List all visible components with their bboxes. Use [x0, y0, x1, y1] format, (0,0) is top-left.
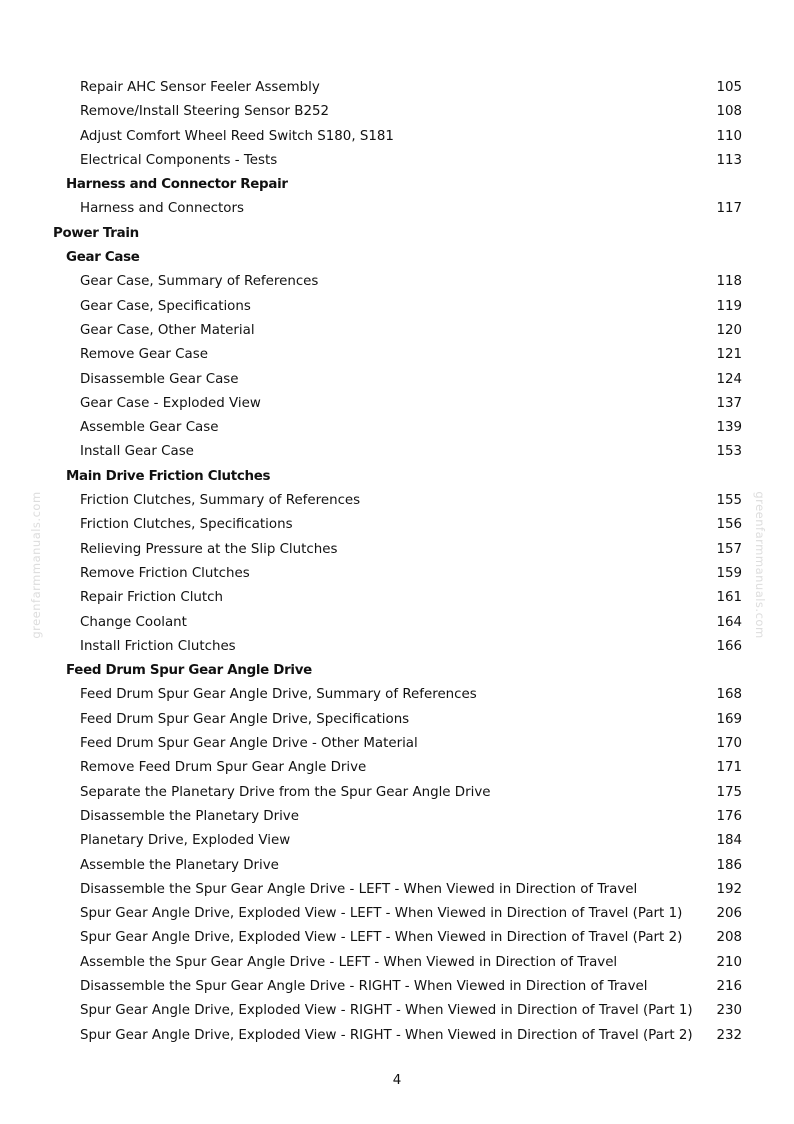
toc-entry-page: 192	[716, 881, 742, 897]
toc-entry-title: Disassemble the Spur Gear Angle Drive - RIGHT - When Viewed in Direction of Travel	[80, 978, 648, 994]
toc-entry-title: Spur Gear Angle Drive, Exploded View - RIGHT - When Viewed in Direction of Travel (Part 1)	[80, 1003, 693, 1019]
toc-entry-page: 169	[716, 711, 742, 727]
toc-entry-title: Feed Drum Spur Gear Angle Drive - Other Material	[80, 736, 418, 752]
toc-entry-title: Repair AHC Sensor Feeler Assembly	[80, 80, 320, 95]
toc-entry-page: 232	[716, 1027, 742, 1043]
toc-section-heading[interactable]	[0, 659, 794, 683]
toc-entry-page: 175	[716, 784, 742, 800]
toc-entry-title: Gear Case	[66, 250, 140, 266]
toc-entry[interactable]	[0, 76, 794, 100]
toc-entry-title: Assemble the Spur Gear Angle Drive - LEFT - When Viewed in Direction of Travel	[80, 954, 618, 970]
toc-entry-page: 186	[716, 857, 742, 873]
toc-entry-title: Install Friction Clutches	[80, 638, 236, 654]
toc-entry-page: 155	[716, 493, 742, 509]
toc-entry-title: Remove Feed Drum Spur Gear Angle Drive	[80, 760, 367, 776]
toc-entry-title: Change Coolant	[80, 614, 187, 630]
toc-entry-page: 108	[716, 104, 742, 120]
toc-entry-title: Gear Case, Specifications	[80, 298, 251, 314]
toc-entry[interactable]	[0, 295, 794, 319]
toc-entry-page: 159	[716, 565, 742, 581]
toc-entry-title: Spur Gear Angle Drive, Exploded View - RIGHT - When Viewed in Direction of Travel (Part 2)	[80, 1027, 693, 1043]
toc-entry[interactable]	[0, 270, 794, 294]
toc-entry-page: 105	[716, 80, 742, 95]
toc-entry[interactable]	[0, 683, 794, 707]
toc-entry-page: 137	[716, 395, 742, 411]
toc-entry-page: 121	[716, 347, 742, 363]
toc-entry[interactable]	[0, 343, 794, 367]
toc-entry-title: Feed Drum Spur Gear Angle Drive, Specifications	[80, 711, 410, 727]
toc-entry-title: Gear Case, Other Material	[80, 322, 255, 338]
page-number: 4	[392, 1073, 402, 1088]
toc-entry-page: 216	[716, 978, 742, 994]
toc-entry-title: Disassemble Gear Case	[80, 371, 239, 387]
toc-entry-title: Harness and Connectors	[80, 201, 244, 217]
toc-entry-page: 120	[716, 322, 742, 338]
toc-entry-title: Main Drive Friction Clutches	[66, 468, 271, 484]
toc-entry-title: Relieving Pressure at the Slip Clutches	[80, 541, 338, 557]
toc-entry-title: Feed Drum Spur Gear Angle Drive, Summary of References	[80, 687, 477, 703]
toc-entry-page: 110	[716, 128, 742, 144]
toc-entry-page: 206	[716, 906, 742, 922]
toc-entry[interactable]	[0, 100, 794, 124]
toc-entry-title: Repair Friction Clutch	[80, 590, 224, 606]
toc-entry[interactable]	[0, 319, 794, 343]
toc-entry[interactable]	[0, 878, 794, 902]
toc-entry[interactable]	[0, 732, 794, 756]
toc-entry-page: 166	[716, 638, 742, 654]
toc-entry[interactable]	[0, 368, 794, 392]
toc-entry[interactable]	[0, 513, 794, 537]
toc-entry-title: Spur Gear Angle Drive, Exploded View - LEFT - When Viewed in Direction of Travel (Part 2)	[80, 930, 683, 946]
toc-section-heading[interactable]	[0, 465, 794, 489]
toc-entry[interactable]	[0, 975, 794, 999]
toc-entry-title: Friction Clutches, Summary of References	[80, 493, 361, 509]
toc-entry-title: Power Train	[53, 225, 139, 241]
toc-entry[interactable]	[0, 538, 794, 562]
toc-entry[interactable]	[0, 999, 794, 1023]
toc-entry-page: 119	[716, 298, 742, 314]
toc-entry[interactable]	[0, 902, 794, 926]
toc-entry-page: 164	[716, 614, 742, 630]
toc-entry[interactable]	[0, 392, 794, 416]
toc-entry[interactable]	[0, 805, 794, 829]
toc-entry-title: Electrical Components - Tests	[80, 152, 278, 168]
toc-entry[interactable]	[0, 197, 794, 221]
toc-entry-page: 157	[716, 541, 742, 557]
toc-entry-page: 118	[716, 274, 742, 290]
toc-section-heading[interactable]	[0, 222, 794, 246]
toc-entry[interactable]	[0, 926, 794, 950]
toc-entry-title: Separate the Planetary Drive from the Spur Gear Angle Drive	[80, 784, 491, 800]
toc-section-heading[interactable]	[0, 173, 794, 197]
toc-entry-title: Feed Drum Spur Gear Angle Drive	[66, 663, 312, 679]
toc-entry-page: 171	[716, 760, 742, 776]
toc-entry-title: Planetary Drive, Exploded View	[80, 833, 291, 849]
toc-entry-page: 210	[716, 954, 742, 970]
toc-entry[interactable]	[0, 756, 794, 780]
toc-entry-page: 139	[716, 420, 742, 436]
toc-entry-page: 184	[716, 833, 742, 849]
toc-entry-title: Assemble the Planetary Drive	[80, 857, 279, 873]
toc-entry-title: Remove/Install Steering Sensor B252	[80, 104, 330, 120]
toc-entry-title: Adjust Comfort Wheel Reed Switch S180, S181	[80, 128, 394, 144]
toc-entry-title: Disassemble the Spur Gear Angle Drive - LEFT - When Viewed in Direction of Travel	[80, 881, 638, 897]
toc-entry-title: Gear Case - Exploded View	[80, 395, 261, 411]
toc-entry[interactable]	[0, 829, 794, 853]
toc-entry-page: 124	[716, 371, 742, 387]
toc-entry-page: 153	[716, 444, 742, 460]
toc-entry-title: Install Gear Case	[80, 444, 194, 460]
toc-entry[interactable]	[0, 149, 794, 173]
toc-entry[interactable]	[0, 489, 794, 513]
toc-entry[interactable]	[0, 708, 794, 732]
toc-entry-page: 230	[716, 1003, 742, 1019]
toc-entry-title: Assemble Gear Case	[80, 420, 219, 436]
toc-entry-title: Remove Friction Clutches	[80, 565, 250, 581]
toc-entry-page: 208	[716, 930, 742, 946]
toc-entry-title: Remove Gear Case	[80, 347, 208, 363]
watermark-left: greenfarmmanuals.com	[29, 491, 43, 639]
toc-entry-title: Friction Clutches, Specifications	[80, 517, 293, 533]
toc-entry-page: 161	[716, 590, 742, 606]
toc-entry-page: 170	[716, 736, 742, 752]
toc-entry[interactable]	[0, 1024, 794, 1048]
toc-entry[interactable]	[0, 562, 794, 586]
toc-entry-title: Gear Case, Summary of References	[80, 274, 319, 290]
toc-entry[interactable]	[0, 854, 794, 878]
toc-entry[interactable]	[0, 125, 794, 149]
toc-entry-title: Harness and Connector Repair	[66, 177, 288, 193]
toc-entry[interactable]	[0, 951, 794, 975]
toc-entry-title: Disassemble the Planetary Drive	[80, 808, 299, 824]
watermark-right: greenfarmmanuals.com	[753, 491, 767, 639]
toc-entry[interactable]	[0, 416, 794, 440]
toc-entry[interactable]	[0, 635, 794, 659]
toc-entry-page: 168	[716, 687, 742, 703]
toc-entry[interactable]	[0, 440, 794, 464]
toc-entry-page: 113	[716, 152, 742, 168]
toc-entry[interactable]	[0, 586, 794, 610]
toc-entry-page: 117	[716, 201, 742, 217]
toc-entry-page: 176	[716, 808, 742, 824]
toc-entry[interactable]	[0, 611, 794, 635]
table-of-contents	[0, 76, 794, 1048]
toc-entry[interactable]	[0, 781, 794, 805]
toc-section-heading[interactable]	[0, 246, 794, 270]
toc-entry-title: Spur Gear Angle Drive, Exploded View - LEFT - When Viewed in Direction of Travel (Part 1)	[80, 906, 683, 922]
toc-entry-page: 156	[716, 517, 742, 533]
